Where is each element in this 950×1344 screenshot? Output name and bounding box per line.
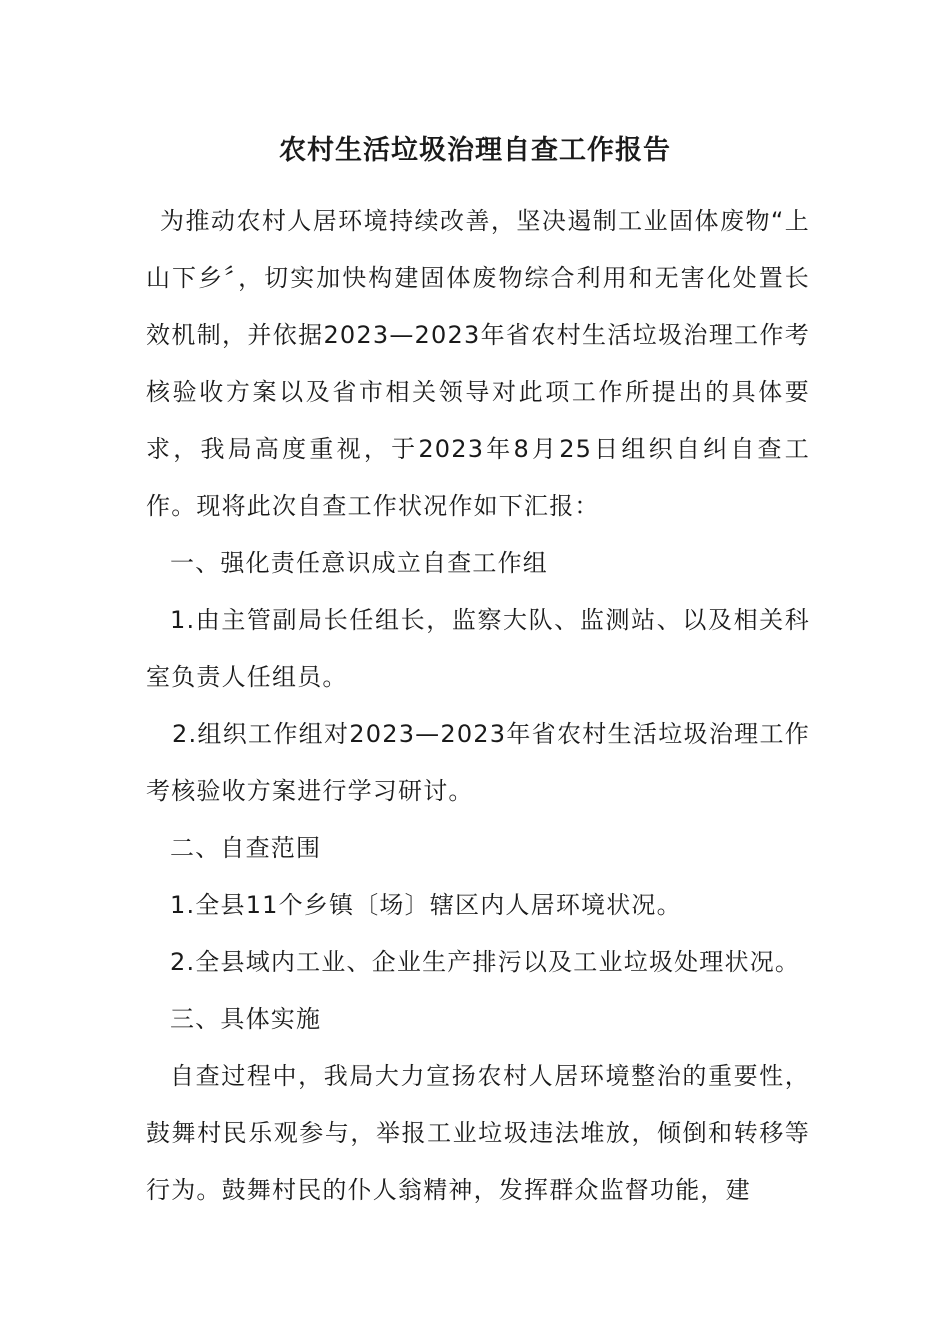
list-item: 1.由主管副局长任组长，监察大队、监测站、以及相关科室负责人任组员。: [146, 606, 810, 691]
section-heading-2: 二、自查范围: [170, 834, 322, 862]
section-heading-1: 一、强化责任意识成立自查工作组: [170, 549, 548, 577]
section-heading-3: 三、具体实施: [170, 1005, 322, 1033]
list-item: 2.组织工作组对2023—2023年省农村生活垃圾治理工作考核验收方案进行学习研讨。: [146, 720, 810, 805]
body-paragraph: 自查过程中，我局大力宣扬农村人居环境整治的重要性，鼓舞村民乐观参与，举报工业垃圾违法堆放，倾倒和转移等行为。鼓舞村民的仆人翁精神，发挥群众监督功能，建: [146, 1062, 810, 1204]
list-item: 2.全县域内工业、企业生产排污以及工业垃圾处理状况。: [170, 948, 801, 976]
document-body: [146, 193, 810, 1219]
list-item: 1.全县11个乡镇〔场〕辖区内人居环境状况。: [170, 891, 682, 919]
intro-paragraph: 为推动农村人居环境持续改善，坚决遏制工业固体废物“上山下乡〞，切实加快构建固体废物综合利用和无害化处置长效机制，并依据2023—2023年省农村生活垃圾治理工作考核验收方案以及省市相关领导对此项工作所提出的具体要求，我局高度重视，于2023年8月25日组织自纠自查工作。现将此次自查工作状况作如下汇报：: [146, 207, 810, 520]
document-title: 农村生活垃圾治理自查工作报告: [279, 135, 671, 166]
